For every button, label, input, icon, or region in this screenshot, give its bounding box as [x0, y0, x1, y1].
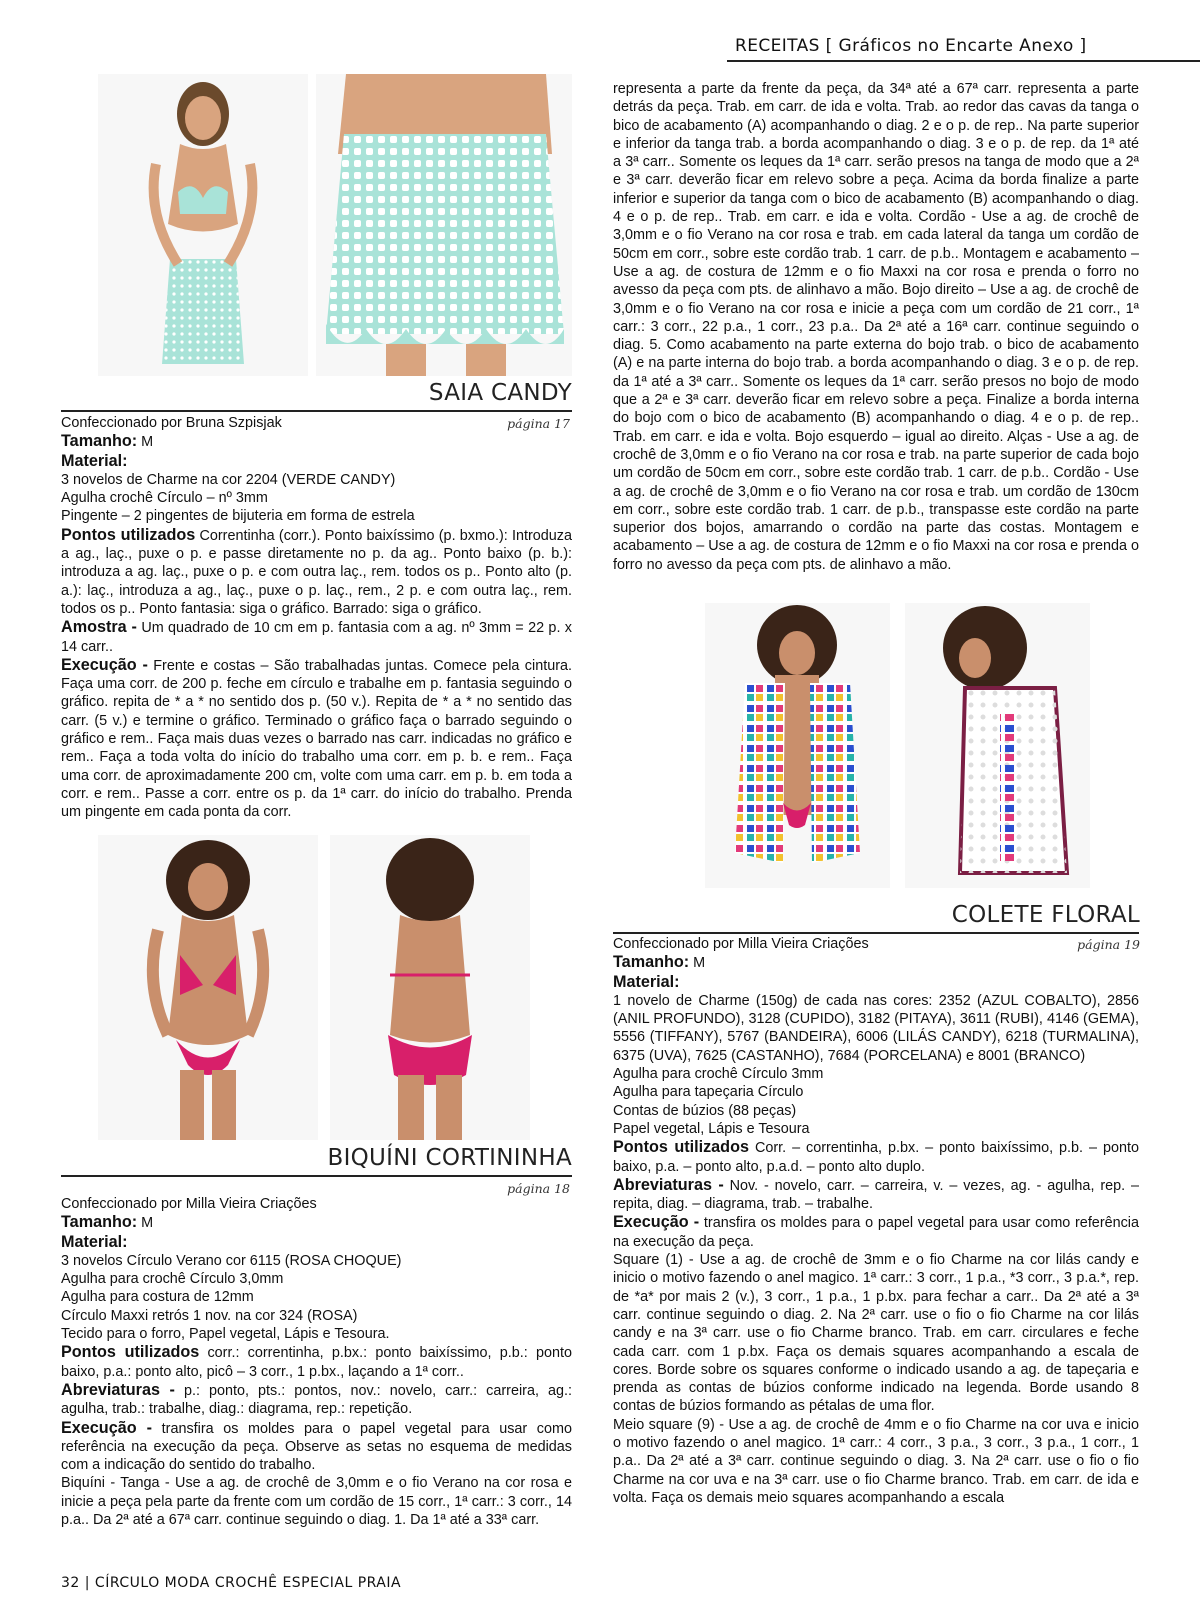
saia-photo-detail — [316, 74, 572, 376]
biquini-photo-back — [330, 835, 530, 1140]
biquini-material-item: 3 novelos Círculo Verano cor 6115 (ROSA CHOQUE) — [61, 1252, 402, 1269]
biquini-photo-front — [98, 835, 318, 1140]
colete-rule — [613, 932, 1139, 934]
saia-material-label: Material: — [61, 451, 128, 470]
biquini-body-text: Biquíni - Tanga - Use a ag. de crochê de 3,0mm e o fio Verano na cor rosa e inicie a peça pela parte da frente com um cordão de 15 corr., 1ª carr.: 3 corr., 14 p.a.. Da 2ª até a 67ª carr. continue seguindo o diag. 1. Da 1ª até a 33ª carr. — [61, 1475, 572, 1529]
colete-photo-front — [705, 603, 890, 888]
colete-pontos-label: Pontos utilizados — [613, 1138, 749, 1157]
biquini-page-ref: página 18 — [507, 1181, 570, 1196]
colete-square-text: Square (1) - Use a ag. de crochê de 3mm e o fio Charme na cor lilás candy e inicio o motivo fazendo o anel magico. 1ª carr.: 3 corr., 1 p.a., *3 corr., 3 p.a.*, rep. de *a* por mais 2 (v.), 3 corr., 1 p.a., 1 p.bx. para fechar a carr.. Da 2ª até a 3ª carr. continue seguindo o diag. 2. Na 2ª carr. use o fio o fio Charme na cor lilás candy e na 3ª carr. use o fio Charme branco. Trab. em carr. circulares e feche cada carr. com 1 p.bx. Faça os demais squares acompanhando a escala de cores. Borde sobre os squares conforme o indicado usando a ag. de tapeçaria e prenda as contas de búzios conforme indicado na legenda. Borde usando 8 contas de búzios formando as pétalas de uma flor. — [613, 1252, 1139, 1415]
colete-recipe — [613, 935, 1139, 1507]
biquini-execucao-label: Execução - — [61, 1418, 153, 1437]
colete-title: COLETE FLORAL — [951, 902, 1140, 928]
saia-size-value: M — [141, 434, 154, 451]
biquini-pontos-text: corr.: correntinha, p.bx.: ponto baixíssimo, p.b.: ponto baixo, p.a.: ponto alto, picô – 3 corr., 1 p.bx., laçando a 1ª corr.. — [61, 1345, 573, 1380]
saia-material-item: Agulha crochê Círculo – nº 3mm — [61, 490, 268, 507]
biquini-material-item: Agulha para costura de 12mm — [61, 1289, 254, 1306]
colete-material-item: Papel vegetal, Lápis e Tesoura — [613, 1120, 810, 1137]
saia-execucao-label: Execução - — [61, 655, 148, 674]
biquini-abrev-label: Abreviaturas - — [61, 1380, 175, 1399]
biquini-continued-text: representa a parte da frente da peça, da 34ª até a 67ª carr. representa a parte detrás da peça. Trab. em carr. de ida e volta. Trab. ao redor das cavas da tanga o bico de acabamento (A) acompanhando o diag. 2 e o p. de rep.. Na parte superior e inferior da tanga trab. a borda acompanhando o diag. 3 e o p. de rep. da 1ª até a 3ª carr.. Somente os leques da 1ª carr. serão presos na tanga de modo que a 2ª e 3ª carr. deverão ficar em relevo sobre a peça. Acima da borda finalize a parte inferior e superior da tanga com o bico de acabamento (B) acompanhando o diag. 4 e o p. de rep.. Trab. em carr. e ida e volta. Cordão - Use a ag. de crochê de 3,0mm e o fio Verano na cor rosa e trab. em cada lateral da tanga um cordão de 50cm em corr., sobre este cordão trab. 1 carr. de p.b.. Montagem e acabamento – Use a ag. de costura de 12mm e o fio Maxxi na cor rosa e prenda o forro no avesso da peça com pts. de alinhavo a mão. Bojo direito – Use a ag. de crochê de 3,0mm e o fio Verano na cor rosa e inicie a peça com um cordão de 21 corr., 1ª carr.: 3 corr., 22 p.a., 1 corr., 23 p.a.. Da 2ª até a 16ª carr. continue seguindo o diag. 5. Como acabamento na parte externa do bojo trab. o bico de acabamento (A) e na parte interna do bojo trab. a borda acompanhando o diag. 3 e o p. de rep. da 1ª até a 3ª carr.. Somente os leques da 1ª carr. serão presos no bojo de modo que a 2ª e 3ª carr. deverão ficar em relevo sobre a peça. Finalize a borda interna do bojo com o bico de acabamento (B) acompanhando o diag. 4 e o p. de rep.. Trab. em carr. e ida e volta. Bojo esquerdo – igual ao direito. Alças - Use a ag. de crochê de 3,0mm e o fio Verano na cor rosa e trab. na parte superior de cada bojo um cordão de 50cm em corr., sobre este cordão trab. 1 carr. de p.b.. Cordão - Use a ag. de crochê de 3,0mm e o fio Verano na cor rosa e trab. um cordão de 130cm em corr., sobre este cordão trab. 1 carr. de p.b., transpasse este cordão na parte superior dos bojos, amarrando o cordão na parte das costas. Montagem e acabamento – Use a ag. de costura de 12mm e o fio Maxxi na cor rosa e prenda o forro no avesso da peça com pts. de alinhavo a mão. — [613, 81, 1139, 573]
saia-photo-full — [98, 74, 308, 376]
biquini-size-value: M — [141, 1215, 154, 1232]
colete-execucao-text: transfira os moldes para o papel vegetal para usar como referência na execução da peça. — [613, 1215, 1140, 1250]
saia-material-item: 3 novelos de Charme na cor 2204 (VERDE CANDY) — [61, 471, 396, 488]
saia-amostra-text: Um quadrado de 10 cm em p. fantasia com a ag. nº 3mm = 22 p. x 14 carr.. — [61, 620, 572, 655]
colete-credit: Confeccionado por Milla Vieira Criações — [613, 936, 869, 952]
saia-recipe — [61, 414, 572, 822]
colete-page-ref: página 19 — [1077, 937, 1140, 952]
biquini-recipe — [61, 1195, 572, 1529]
biquini-credit: Confeccionado por Milla Vieira Criações — [61, 1196, 317, 1212]
biquini-material-item: Agulha para crochê Círculo 3,0mm — [61, 1271, 284, 1288]
saia-pontos-text: Correntinha (corr.). Ponto baixíssimo (p. bxmo.): Introduza a ag., laç., puxe o p. e passe diretamente no p. da ag.. Ponto baixo (p. b.): introduza a ag. laç., puxe o p. e com outra laç., rem. todos os p.. Ponto alto (p. a.): laç., introduza a ag., laç., puxe o p. laç., rem., 2 p. e com outra laç., rem. todos os p.. Ponto fantasia: siga o gráfico. Barrado: siga o gráfico. — [61, 527, 573, 617]
saia-material-item: Pingente – 2 pingentes de bijuteria em forma de estrela — [61, 508, 415, 525]
colete-size-label: Tamanho: — [613, 953, 690, 972]
biquini-pontos-label: Pontos utilizados — [61, 1343, 200, 1362]
colete-size-value: M — [693, 955, 706, 972]
colete-abrev-label: Abreviaturas - — [613, 1175, 724, 1194]
colete-material-text: 1 novelo de Charme (150g) de cada nas cores: 2352 (AZUL COBALTO), 2856 (ANIL PROFUNDO), 3128 (CUPIDO), 3182 (PITAYA), 3611 (RUBI), 4146 (GEMA), 5556 (TIFFANY), 5767 (BANDEIRA), 6006 (LILÁS CANDY), 6218 (TURMALINA), 6375 (UVA), 7625 (CASTANHO), 7684 (PORCELANA) e 8001 (BRANCO) — [613, 992, 1139, 1064]
saia-size-label: Tamanho: — [61, 432, 138, 451]
colete-material-label: Material: — [613, 972, 680, 991]
colete-photo-back — [905, 603, 1090, 888]
colete-abrev-text: Nov. - novelo, carr. – carreira, v. – vezes, ag. - agulha, rep. – repita, diag. – diagrama, trab. – trabalhe. — [613, 1177, 1139, 1213]
colete-material-item: Agulha para tapeçaria Círculo — [613, 1084, 804, 1101]
colete-material-item: Contas de búzios (88 peças) — [613, 1102, 797, 1119]
biquini-material-label: Material: — [61, 1232, 128, 1251]
biquini-material-item: Círculo Maxxi retrós 1 nov. na cor 324 (ROSA) — [61, 1307, 358, 1324]
saia-pontos-label: Pontos utilizados — [61, 525, 196, 544]
biquini-size-label: Tamanho: — [61, 1213, 138, 1232]
saia-rule — [61, 410, 572, 412]
saia-title: SAIA CANDY — [428, 380, 572, 406]
colete-pontos-text: Corr. – correntinha, p.bx. – ponto baixíssimo, p.b. – ponto baixo, p.a. – ponto alto, p.a.d. – ponto alto duplo. — [613, 1140, 1140, 1175]
page-footer: 32 | CÍRCULO MODA CROCHÊ ESPECIAL PRAIA — [61, 1575, 402, 1591]
page-header: RECEITAS [ Gráficos no Encarte Anexo ] — [735, 36, 1087, 56]
saia-page-ref: página 17 — [507, 416, 570, 431]
colete-execucao-label: Execução - — [613, 1213, 700, 1232]
saia-credit: Confeccionado por Bruna Szpisjak — [61, 415, 282, 431]
biquini-title: BIQUÍNI CORTININHA — [327, 1145, 572, 1171]
biquini-recipe-continued — [613, 80, 1139, 574]
colete-meio-square-text: Meio square (9) - Use a ag. de crochê de 4mm e o fio Charme na cor uva e inicio o motivo fazendo o anel magico. 1ª carr.: 4 corr., 3 p.a., 3 corr., 3 p.a., 1 corr., 1 p.a.. Da 2ª até a 3ª carr. continue seguindo o diag. 3. Na 2ª carr. use o fio o fio Charme na cor uva e na 3ª carr. use o fio Charme branco. Trab. em carr. de ida e volta. Faça os demais meio squares acompanhando a escala — [613, 1416, 1139, 1506]
saia-amostra-label: Amostra - — [61, 618, 137, 637]
biquini-abrev-text: p.: ponto, pts.: pontos, nov.: novelo, carr.: carreira, ag.: agulha, trab.: trabalhe, diag.: diagrama, rep.: repetição. — [61, 1382, 572, 1418]
saia-execucao-text: Frente e costas – São trabalhadas juntas. Comece pela cintura. Faça uma corr. de 200 p. feche em círculo e trabalhe em p. fantasia seguindo o gráfico. repita de * a * no sentido dos p. (50 v.). Repita de * a * no sentido das carr. (5 v.) e termine o gráfico. Terminado o gráfico faça o barrado seguindo o gráfico e rem.. Faça mais duas vezes o barrado nas carr. indicadas no gráfico e rem.. Faça a toda volta do início do trabalho uma corr. em p. b. e rem.. Faça uma corr. de aproximadamente 200 cm, volte com uma carr. em p. b. em toda a corr. e rem.. Passe a corr. entre os p. da 1ª carr. do início do trabalho. Prenda um pingente em cada ponta da corr. — [61, 657, 572, 821]
colete-material-item: Agulha para crochê Círculo 3mm — [613, 1066, 824, 1083]
biquini-material-item: Tecido para o forro, Papel vegetal, Lápis e Tesoura. — [61, 1326, 390, 1343]
header-rule — [727, 60, 1200, 62]
biquini-rule — [61, 1175, 572, 1177]
biquini-execucao-text: transfira os moldes para o papel vegetal para usar como referência na execução da peça. Observe as setas no esquema de medidas com a indicação do sentido do trabalho. — [61, 1420, 572, 1474]
